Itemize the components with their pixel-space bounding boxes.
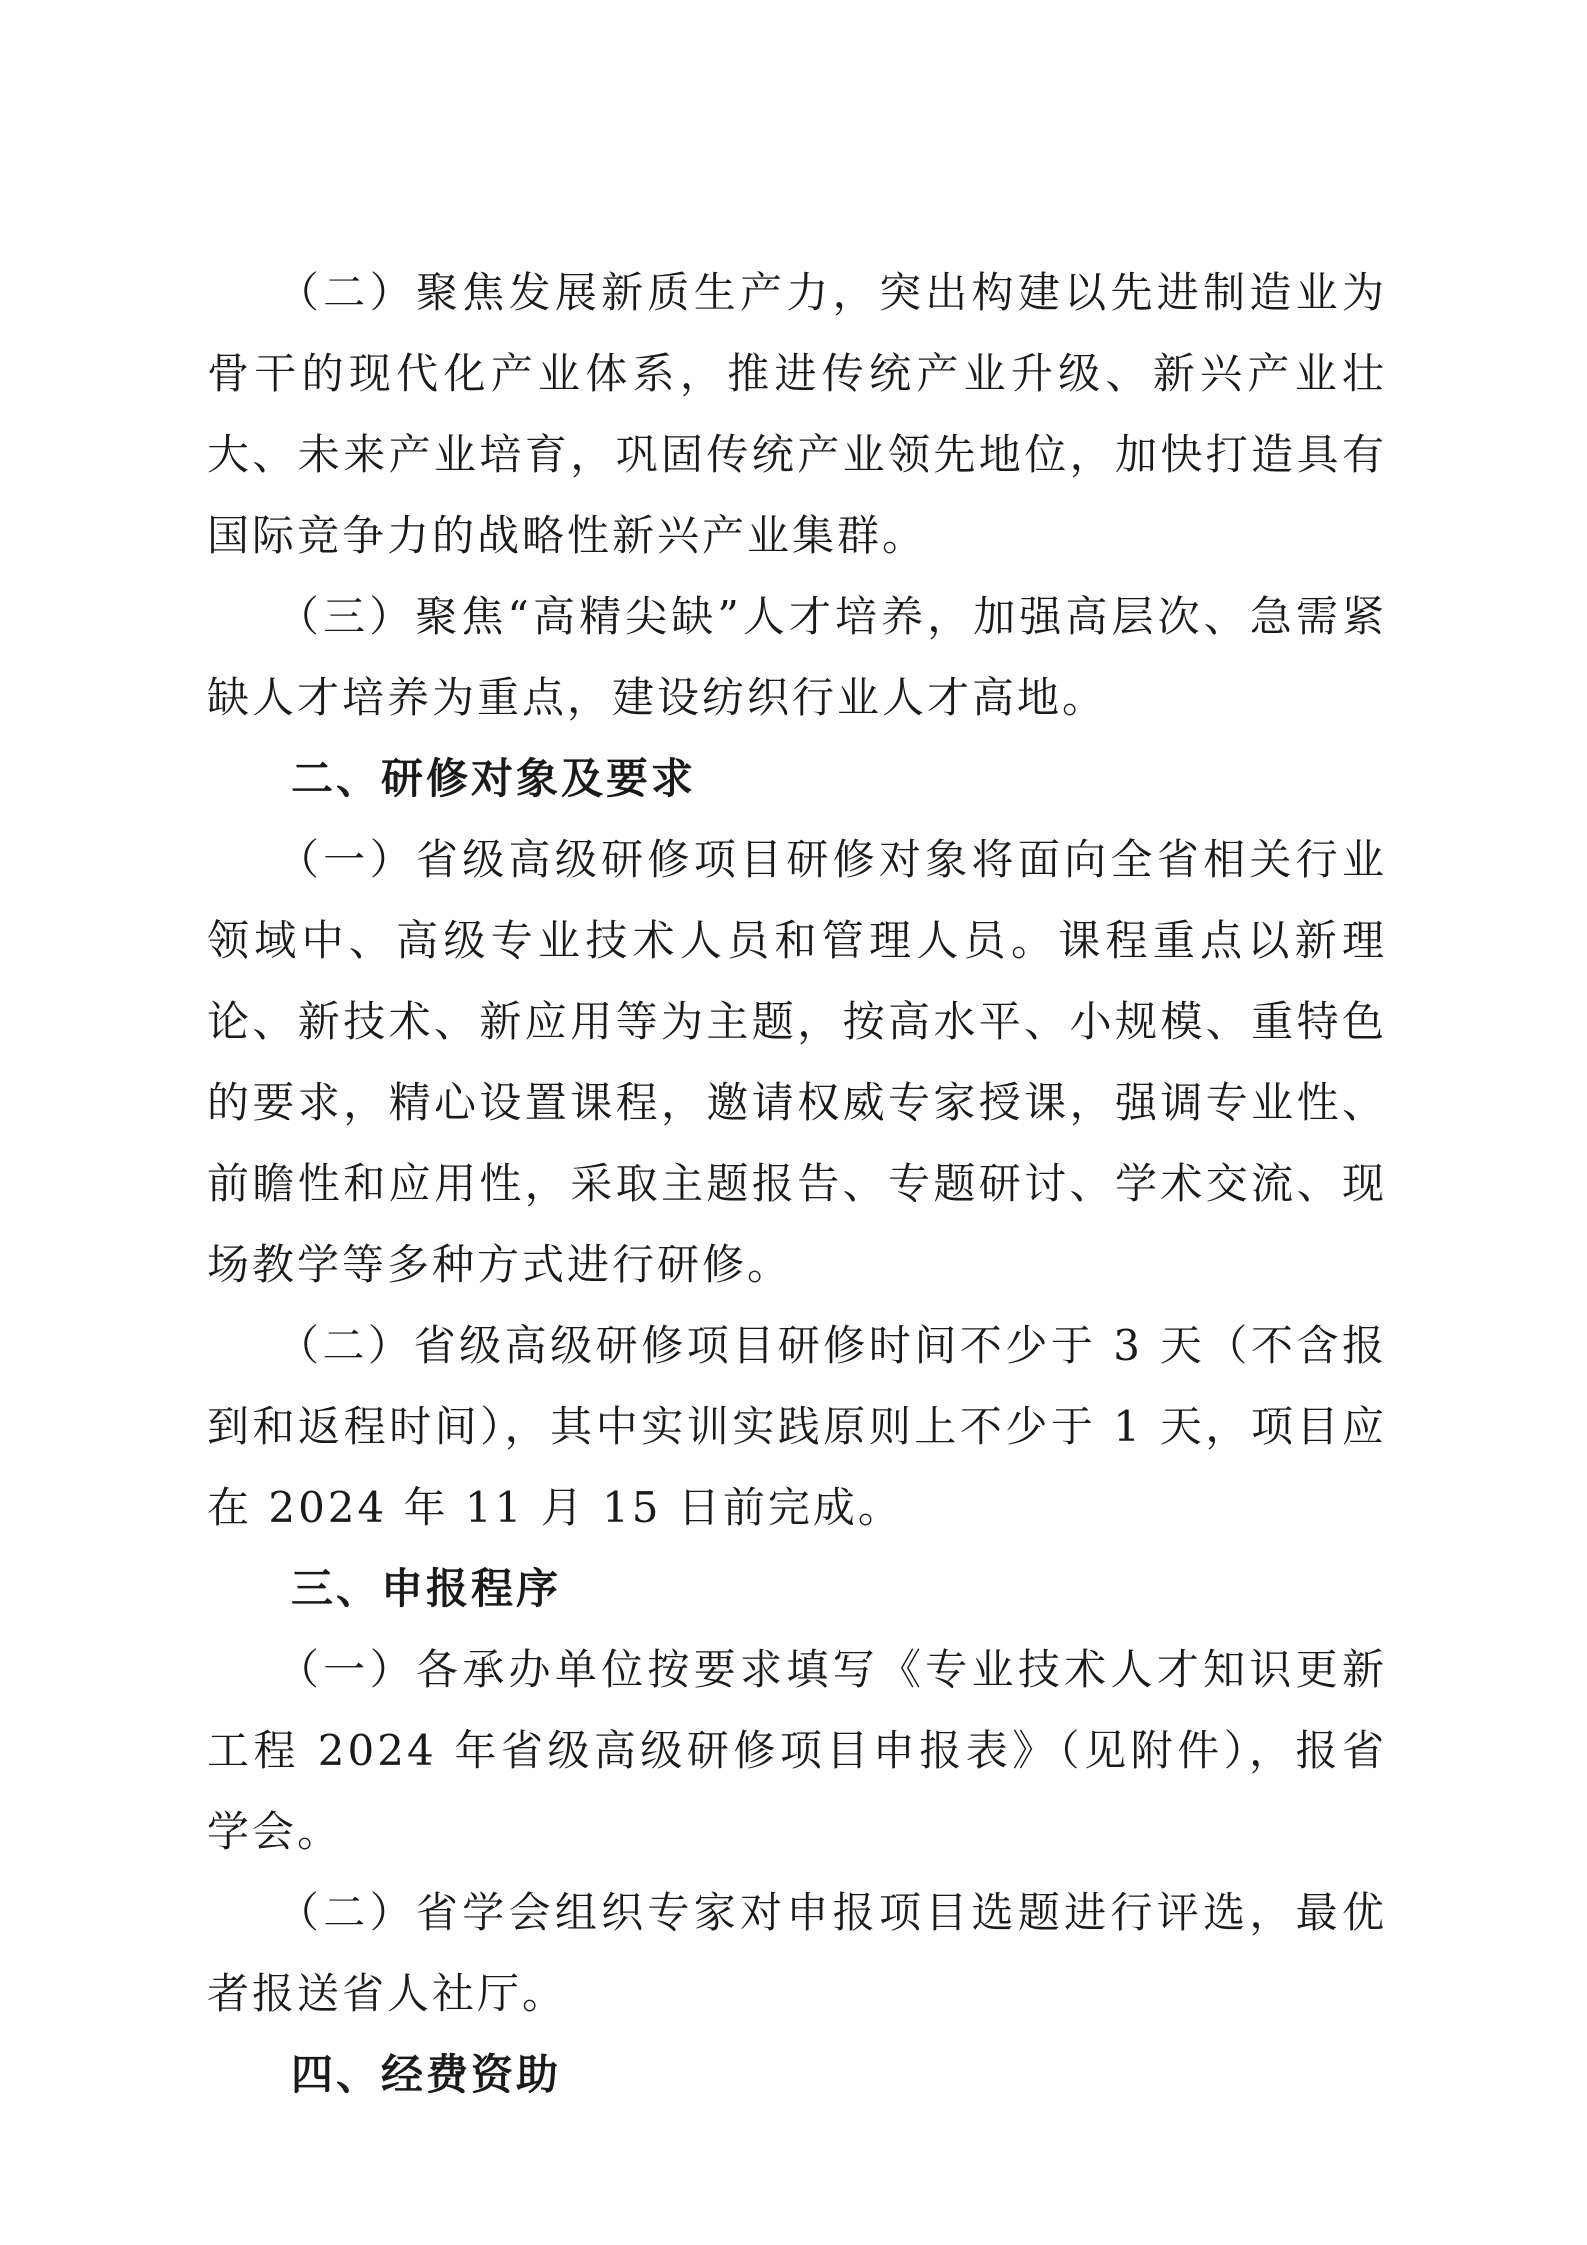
paragraph-focus-talent: （三）聚焦“高精尖缺”人才培养，加强高层次、急需紧缺人才培养为重点，建设纺织行业人才高地。 (207, 592, 1387, 722)
section-heading-targets: 二、研修对象及要求 (291, 754, 697, 803)
paragraph-duration: （二）省级高级研修项目研修时间不少于 3 天（不含报到和返程时间），其中实训实践原则上不少于 1 天，项目应在 2024 年 11 月 15 日前完成。 (207, 1321, 1387, 1532)
section-heading-procedure: 三、申报程序 (291, 1564, 562, 1613)
document-body (207, 252, 1387, 2115)
paragraph-targets: （一）省级高级研修项目研修对象将面向全省相关行业领域中、高级专业技术人员和管理人员。课程重点以新理论、新技术、新应用等为主题，按高水平、小规模、重特色的要求，精心设置课程，邀请权威专家授课，强调专业性、前瞻性和应用性，采取主题报告、专题研讨、学术交流、现场教学等多种方式进行研修。 (207, 835, 1387, 1289)
paragraph-review: （二）省学会组织专家对申报项目选题进行评选，最优者报送省人社厅。 (207, 1888, 1387, 2018)
paragraph-application-form: （一）各承办单位按要求填写《专业技术人才知识更新工程 2024 年省级高级研修项目申报表》（见附件），报省学会。 (207, 1645, 1387, 1856)
section-heading-funding: 四、经费资助 (291, 2050, 562, 2099)
paragraph-focus-productivity: （二）聚焦发展新质生产力，突出构建以先进制造业为骨干的现代化产业体系，推进传统产业升级、新兴产业壮大、未来产业培育，巩固传统产业领先地位，加快打造具有国际竞争力的战略性新兴产业集群。 (207, 268, 1387, 560)
